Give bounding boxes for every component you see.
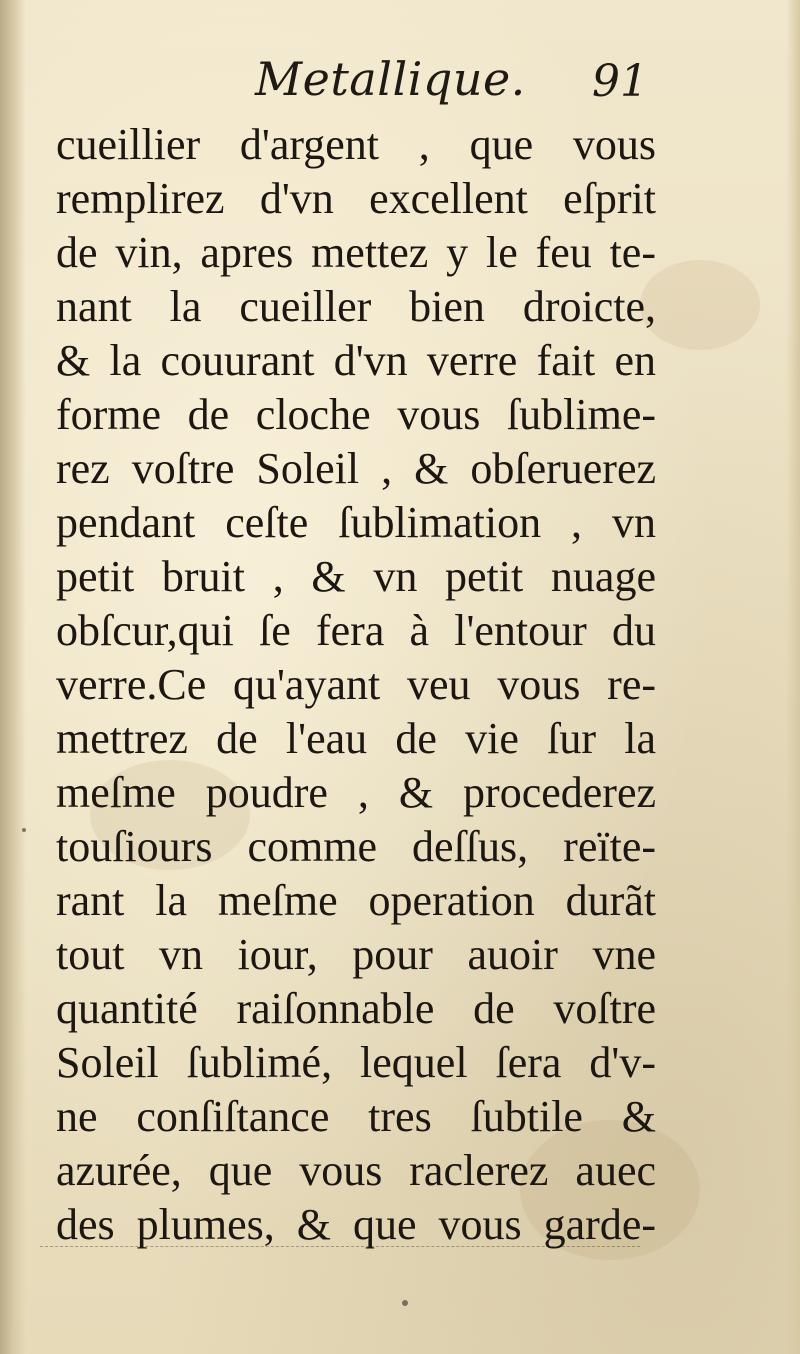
text-line: verre.Ce qu'ayant veu vous re- [56,660,656,709]
paper-stain [640,260,760,350]
text-line: pendant ceſte ſublimation , vn [56,498,656,547]
text-line: cueillier d'argent , que vous [56,120,656,169]
text-line: petit bruit , & vn petit nuage [56,552,656,601]
text-line: touſiours comme deſſus, reïte- [56,822,656,871]
text-line: rez voſtre Soleil , & obſeruerez [56,444,656,493]
page-number: 91 [592,56,648,107]
text-line: forme de cloche vous ſublime- [56,390,656,439]
text-line: de vin, apres mettez y le feu te- [56,228,656,277]
text-line: & la couurant d'vn verre fait en [56,336,656,385]
text-line: des plumes, & que vous garde- [56,1200,656,1249]
ink-speck [402,1300,408,1306]
page-header [0,50,800,120]
text-line: ne conſiſtance tres ſubtile & [56,1092,656,1141]
page-edge [786,0,800,1354]
text-line: tout vn iour, pour auoir vne [56,930,656,979]
running-title: Metallique. [255,52,526,106]
body-text [56,118,656,1258]
text-line: mettrez de l'eau de vie ſur la [56,714,656,763]
text-line: rant la meſme operation durãt [56,876,656,925]
text-line: nant la cueiller bien droicte, [56,282,656,331]
gutter-shadow [0,0,26,1354]
text-line: meſme poudre , & procederez [56,768,656,817]
text-line: obſcur,qui ſe fera à l'entour du [56,606,656,655]
text-line: remplirez d'vn excellent eſprit [56,174,656,223]
ink-speck [22,828,26,832]
text-line: azurée, que vous raclerez auec [56,1146,656,1195]
text-line: quantité raiſonnable de voſtre [56,984,656,1033]
bleed-through-rule [40,1238,640,1247]
text-line: Soleil ſublimé, lequel ſera d'v- [56,1038,656,1087]
